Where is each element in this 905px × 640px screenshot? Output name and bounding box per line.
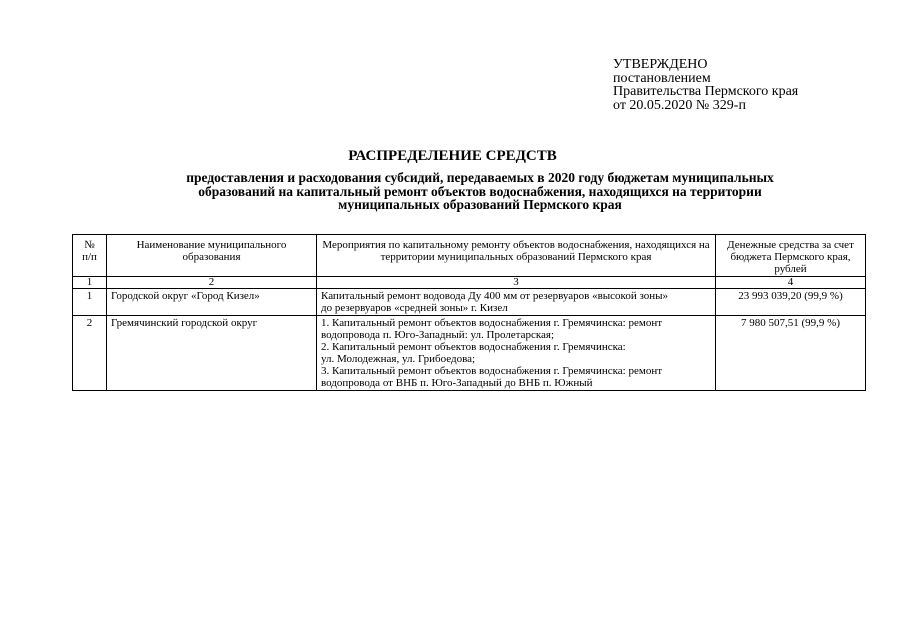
approval-line: Правительства Пермского края <box>613 84 799 99</box>
activity-line: ул. Молодежная, ул. Грибоедова; <box>321 353 476 365</box>
activity-line: 2. Капитальный ремонт объектов водоснабжения г. Гремячинска: <box>321 341 626 353</box>
column-number: 2 <box>107 277 317 289</box>
subtitle-line: муниципальных образований Пермского края <box>338 197 622 212</box>
approval-line: постановлением <box>613 70 711 86</box>
activity-line: водопровода от ВНБ п. Юго-Западный до ВНБ п. Южный <box>321 377 593 389</box>
column-number: 1 <box>73 277 107 289</box>
row-activities <box>317 316 716 391</box>
document-subtitle <box>130 171 830 212</box>
row-number: 2 <box>73 316 107 391</box>
subtitle-line: образований на капитальный ремонт объектов водоснабжения, находящихся на территории <box>198 183 762 199</box>
document-title: РАСПРЕДЕЛЕНИЕ СРЕДСТВ <box>348 148 557 164</box>
column-number: 3 <box>317 277 716 289</box>
approval-line: от 20.05.2020 № 329-п <box>613 97 746 113</box>
table-row <box>73 289 866 316</box>
header-funds: Денежные средства за счет бюджета Пермского края, рублей <box>716 235 866 277</box>
row-funds: 7 980 507,51 (99,9 %) <box>716 316 866 391</box>
table-header-row <box>73 235 866 277</box>
column-number-row <box>73 277 866 289</box>
table-row <box>73 316 866 391</box>
row-funds: 23 993 039,20 (99,9 %) <box>716 289 866 316</box>
activity-line: 1. Капитальный ремонт объектов водоснабжения г. Гремячинска: ремонт <box>321 317 663 329</box>
header-municipality: Наименование муниципального образования <box>107 235 317 277</box>
approval-stamp <box>613 58 798 112</box>
row-number: 1 <box>73 289 107 316</box>
header-number <box>73 235 107 277</box>
header-number-pp: п/п <box>82 251 97 263</box>
activity-line: до резервуаров «средней зоны» г. Кизел <box>321 302 508 314</box>
row-activities <box>317 289 716 316</box>
column-number: 4 <box>716 277 866 289</box>
activity-line: Капитальный ремонт водовода Ду 400 мм от резервуаров «высокой зоны» <box>321 290 669 302</box>
approval-line: УТВЕРЖДЕНО <box>613 57 708 72</box>
row-municipality: Городской округ «Город Кизел» <box>107 289 317 316</box>
distribution-table <box>72 234 866 391</box>
header-activities: Мероприятия по капитальному ремонту объектов водоснабжения, находящихся на территории муниципальных образований Пермского края <box>317 235 716 277</box>
subtitle-line: предоставления и расходования субсидий, передаваемых в 2020 году бюджетам муниципальных <box>186 170 774 185</box>
row-municipality: Гремячинский городской округ <box>107 316 317 391</box>
activity-line: водопровода п. Юго-Западный: ул. Пролетарская; <box>321 329 555 341</box>
header-number-sign: № <box>84 239 95 251</box>
activity-line: 3. Капитальный ремонт объектов водоснабжения г. Гремячинска: ремонт <box>321 365 663 377</box>
